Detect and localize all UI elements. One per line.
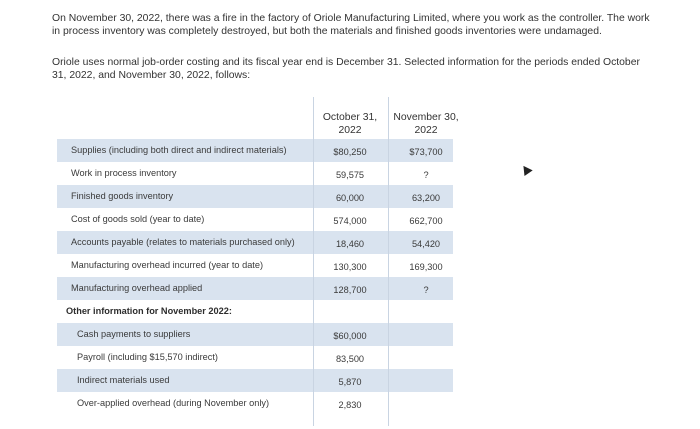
row-label: Manufacturing overhead applied <box>71 283 203 293</box>
row-value-october: 130,300 <box>333 262 367 272</box>
row-label: Accounts payable (relates to materials purchased only) <box>71 237 295 247</box>
row-label: Manufacturing overhead incurred (year to date) <box>71 260 264 270</box>
column-header-november: November 30, 2022 <box>393 112 459 136</box>
table-row <box>57 162 453 185</box>
row-value-october: $80,250 <box>333 147 367 157</box>
row-value-october: 18,460 <box>335 239 365 249</box>
row-label: Cash payments to suppliers <box>77 329 191 339</box>
row-value-october: 60,000 <box>335 193 365 203</box>
table-row <box>57 392 453 415</box>
row-value-october: 574,000 <box>333 216 367 226</box>
intro-paragraph-2: Oriole uses normal job-order costing and its fiscal year end is December 31. Selected information for the periods ended October 31, 2022, and November 30, 2022, follows: <box>52 57 640 81</box>
table-row <box>57 323 453 346</box>
row-value-november: ? <box>423 285 429 295</box>
table-row <box>57 139 453 162</box>
row-label: Supplies (including both direct and indirect materials) <box>71 145 287 155</box>
row-value-november: $73,700 <box>409 147 443 157</box>
row-value-november: ? <box>423 170 429 180</box>
row-label: Finished goods inventory <box>71 191 174 201</box>
row-value: 2,830 <box>338 400 362 410</box>
table-row <box>57 208 453 231</box>
table-row <box>57 369 453 392</box>
data-table <box>57 97 459 426</box>
row-value-november: 662,700 <box>409 216 443 226</box>
row-value-october: 59,575 <box>335 170 365 180</box>
row-value: 5,870 <box>338 377 362 387</box>
row-value: $60,000 <box>333 331 367 341</box>
table-row <box>57 254 453 277</box>
row-value: 83,500 <box>335 354 365 364</box>
row-label: Over-applied overhead (during November only) <box>77 398 270 408</box>
row-label: Payroll (including $15,570 indirect) <box>77 352 218 362</box>
column-header-october: October 31, 2022 <box>322 112 378 136</box>
row-value-november: 169,300 <box>409 262 443 272</box>
column-divider <box>313 97 314 426</box>
table-row <box>57 277 453 300</box>
row-label: Work in process inventory <box>71 168 177 178</box>
column-divider <box>388 97 389 426</box>
row-value-october: 128,700 <box>333 285 367 295</box>
row-value-november: 54,420 <box>411 239 441 249</box>
intro-paragraph-1: On November 30, 2022, there was a fire in the factory of Oriole Manufacturing Limited, where you work as the controller. The work in process inventory was completely destroyed, but both the materials and finished goods inventories were undamaged. <box>52 13 650 37</box>
section-title: Other information for November 2022: <box>66 306 232 316</box>
mouse-cursor-icon <box>519 163 532 176</box>
table-row <box>57 185 453 208</box>
table-row <box>57 231 453 254</box>
row-label: Cost of goods sold (year to date) <box>71 214 205 224</box>
row-value-november: 63,200 <box>411 193 441 203</box>
table-row <box>57 346 453 369</box>
row-label: Indirect materials used <box>77 375 170 385</box>
section-row <box>57 300 453 323</box>
